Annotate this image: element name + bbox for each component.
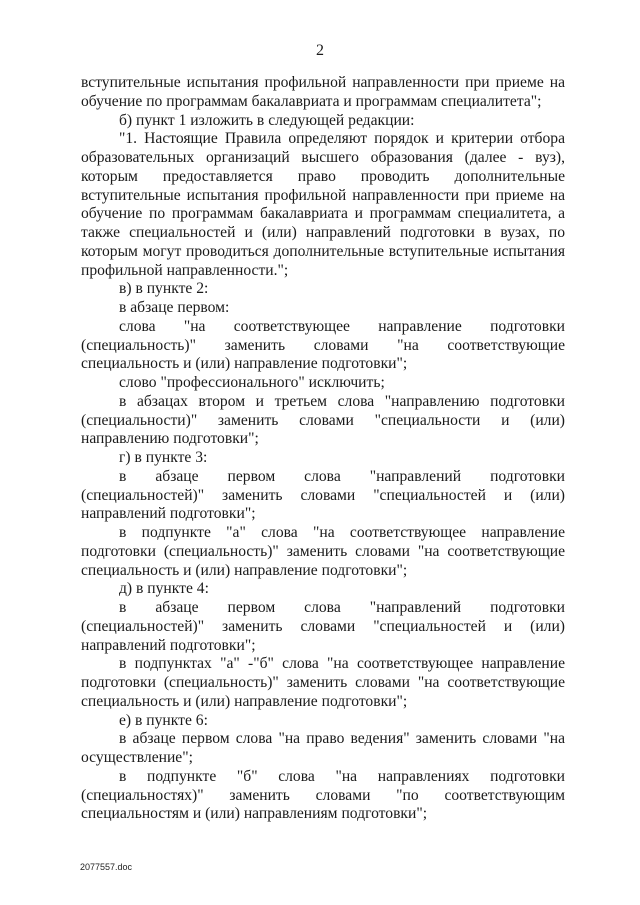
paragraph-item-g: г) в пункте 3: [119, 449, 208, 466]
paragraph-e-first-clause: в абзаце первом слова "на право ведения" заменить словами "на осуществление"; [81, 730, 565, 766]
paragraph-item-v: в) в пункте 2: [119, 280, 209, 298]
paragraph-continuation: вступительные испытания профильной направленности при приеме на обучение по программам бакалавриата и программам специалитета"; [81, 74, 565, 110]
document-body [81, 74, 565, 824]
paragraph-g-subitem-a: в подпункте "а" слова "на соответствующее направление подготовки (специальность)" заменить словами "на соответствующие специальность и (или) направление подготовки"; [81, 524, 565, 579]
paragraph-second-third-clauses: в абзацах втором и третьем слова "направлению подготовки (специальности)" заменить словами "специальности и (или) направлению подготовки"; [81, 392, 565, 448]
paragraph-quoted-rule: "1. Настоящие Правила определяют порядок и критерии отбора образовательных организаций высшего образования (далее - вуз), которым предоставляется право проводить дополнительные вступительные испытания профильной направленности при приеме на обучение по программам бакалавриата и программам специалитета, а также специальностей и (или) направлений подготовки в вузах, по которым могут проводиться дополнительные вступительные испытания профильной направленности."; [81, 130, 565, 279]
paragraph-d-subitems-a-b: в подпунктах "а" -"б" слова "на соответствующее направление подготовки (специальность)" заменить словами "на соответствующие специальность и (или) направление подготовки"; [81, 655, 565, 710]
paragraph-word-exclude: слово "профессионального" исключить; [119, 374, 385, 391]
paragraph-d-first-clause: в абзаце первом слова "направлений подготовки (специальностей)" заменить словами "специальностей и (или) направлений подготовки"; [81, 599, 565, 654]
paragraph-words-replace: слова "на соответствующее направление подготовки (специальность)" заменить словами "на соответствующие специальность и (или) направление подготовки"; [81, 317, 565, 373]
paragraph-e-subitem-b: в подпункте "б" слова "на направлениях подготовки (специальностях)" заменить словами "по соответствующим специальностям и (или) направлениям подготовки"; [81, 767, 565, 823]
paragraph-g-first-clause: в абзаце первом слова "направлений подготовки (специальностей)" заменить словами "специальностей и (или) направлений подготовки"; [81, 467, 565, 523]
paragraph-item-e: е) в пункте 6: [119, 711, 208, 729]
paragraph-item-b: б) пункт 1 изложить в следующей редакции: [119, 111, 415, 129]
page-number: 2 [316, 42, 324, 59]
footer-document-code: 2077557.doc [80, 862, 133, 872]
paragraph-item-d: д) в пункте 4: [119, 580, 209, 598]
paragraph-first-clause: в абзаце первом: [119, 299, 230, 316]
